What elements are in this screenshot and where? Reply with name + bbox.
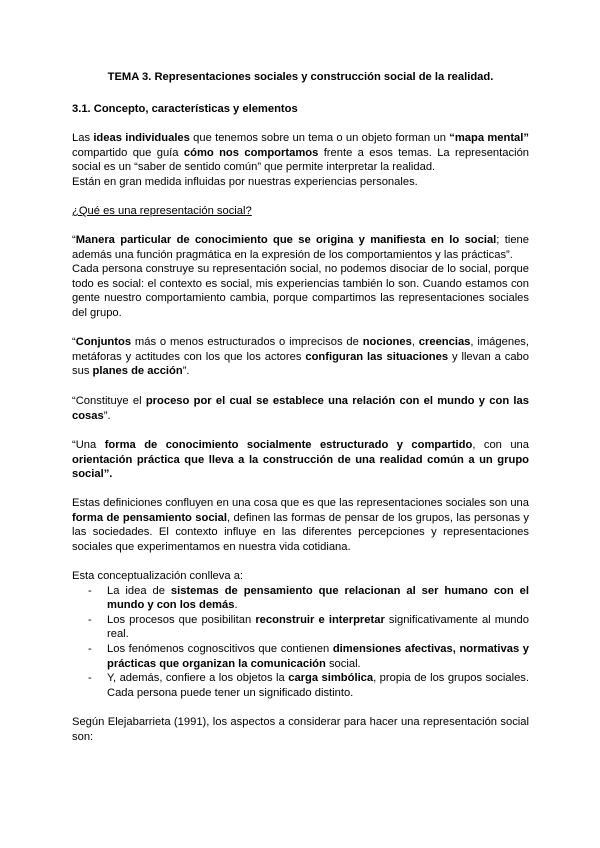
question-heading: ¿Qué es una representación social? <box>72 205 252 217</box>
closing-paragraph: Según Elejabarrieta (1991), los aspectos a considerar para hacer una representación social son: <box>72 716 529 743</box>
list-intro: Esta conceptualización conlleva a: <box>72 570 244 582</box>
list-item: - La idea de sistemas de pensamiento que relacionan al ser humano con el mundo y con los demás. <box>72 584 529 613</box>
definition-1: “Manera particular de conocimiento que se origina y manifiesta en lo social; tiene además una función pragmática en la expresión de los comportamientos y las prácticas”. Cada persona construye su representación social, no podemos disociar de lo social, porque todo es social: el contexto es social, mis experiencias también lo son. Cuando estamos con gente nuestro comportamiento cambia, porque compartimos las representaciones sociales del grupo. <box>72 234 529 319</box>
document-title: TEMA 3. Representaciones sociales y construcción social de la realidad. <box>107 71 494 83</box>
definition-3: “Constituye el proceso por el cual se establece una relación con el mundo y con las cosas”. <box>72 395 529 422</box>
intro-paragraph: Las ideas individuales que tenemos sobre un tema o un objeto forman un “mapa mental” compartido que guía cómo nos comportamos frente a esos temas. La representación social es un “saber de sentido común” que permite interpretar la realidad. Están en gran medida influidas por nuestras experiencias personales. <box>72 132 530 188</box>
list-item: - Los procesos que posibilitan reconstruir e interpretar significativamente al mundo real. <box>72 613 529 642</box>
section-heading: 3.1. Concepto, características y elementos <box>72 103 298 115</box>
summary-paragraph: Estas definiciones confluyen en una cosa que es que las representaciones sociales son una forma de pensamiento social, definen las formas de pensar de los grupos, las personas y las sociedades. El contexto influye en las diferentes percepciones y representaciones sociales que experimentamos en nuestra vida cotidiana. <box>72 497 530 553</box>
definition-2: “Conjuntos más o menos estructurados o imprecisos de nociones, creencias, imágenes, metáforas y actitudes con los que los actores configuran las situaciones y llevan a cabo sus planes de acción”. <box>72 336 529 378</box>
bullet-list <box>72 584 529 701</box>
list-item: - Los fenómenos cognoscitivos que contienen dimensiones afectivas, normativas y prácticas que organizan la comunicación social. <box>72 642 529 671</box>
definition-4: “Una forma de conocimiento socialmente estructurado y compartido, con una orientación práctica que lleva a la construcción de una realidad común a un grupo social”. <box>72 439 530 481</box>
list-section <box>72 569 529 700</box>
list-item: - Y, además, confiere a los objetos la carga simbólica, propia de los grupos sociales. Cada persona puede tener un significado distinto. <box>72 671 529 700</box>
